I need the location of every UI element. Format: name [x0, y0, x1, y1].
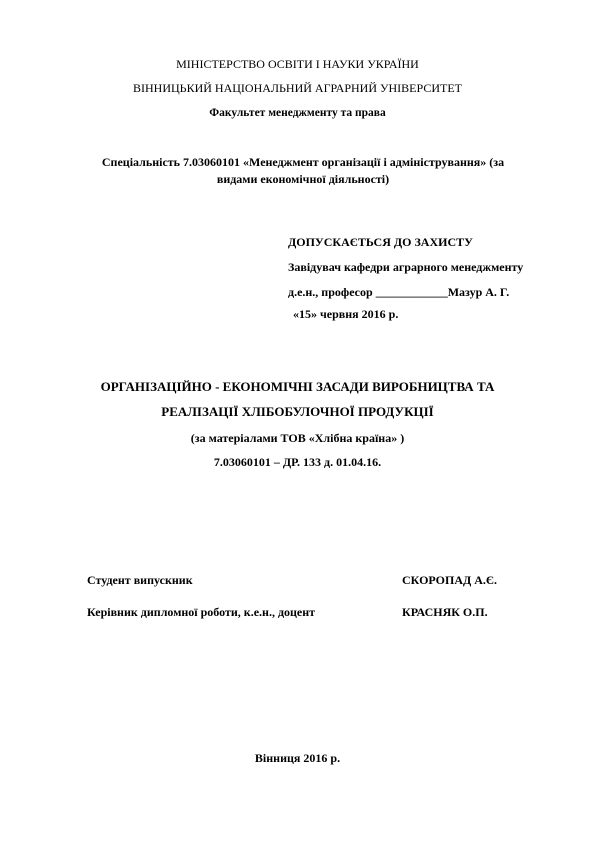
specialty-line-2: видами економічної діяльності)	[216, 172, 390, 186]
university-title: ВІННИЦЬКИЙ НАЦІОНАЛЬНИЙ АГРАРНИЙ УНІВЕРСИТЕТ	[133, 81, 462, 95]
student-name: СКОРОПАД А.Є.	[402, 573, 498, 587]
thesis-source: (за матеріалами ТОВ «Хлібна країна» )	[190, 431, 405, 445]
thesis-code: 7.03060101 – ДР. 133 д. 01.04.16.	[213, 455, 382, 469]
approval-date: «15» червня 2016 р.	[293, 307, 399, 321]
approval-signature-line	[288, 286, 509, 298]
supervisor-name: КРАСНЯК О.П.	[402, 605, 488, 619]
approval-signature-blank: ____________	[375, 285, 448, 299]
thesis-title-line-2: РЕАЛІЗАЦІЇ ХЛІБОБУЛОЧНОЇ ПРОДУКЦІЇ	[161, 404, 434, 419]
thesis-title-line-1: ОРГАНІЗАЦІЙНО - ЕКОНОМІЧНІ ЗАСАДИ ВИРОБНИЦТВА ТА	[100, 379, 495, 394]
faculty-title: Факультет менеджменту та права	[209, 107, 386, 119]
approval-degree: д.е.н., професор	[288, 285, 373, 299]
approval-title: ДОПУСКАЄТЬСЯ ДО ЗАХИСТУ	[288, 235, 473, 249]
specialty-line-1: Спеціальність 7.03060101 «Менеджмент організації і адміністрування» (за	[101, 155, 505, 169]
ministry-title: МІНІСТЕРСТВО ОСВІТИ І НАУКИ УКРАЇНИ	[176, 57, 419, 71]
specialty-block	[93, 154, 513, 188]
approval-name: Мазур А. Г.	[447, 285, 510, 299]
student-role: Студент випускник	[87, 573, 193, 587]
approval-position: Завідувач кафедри аграрного менеджменту	[288, 260, 524, 274]
supervisor-role: Керівник дипломної роботи, к.е.н., доцент	[87, 605, 316, 619]
city-year: Вінниця 2016 р.	[254, 751, 341, 765]
